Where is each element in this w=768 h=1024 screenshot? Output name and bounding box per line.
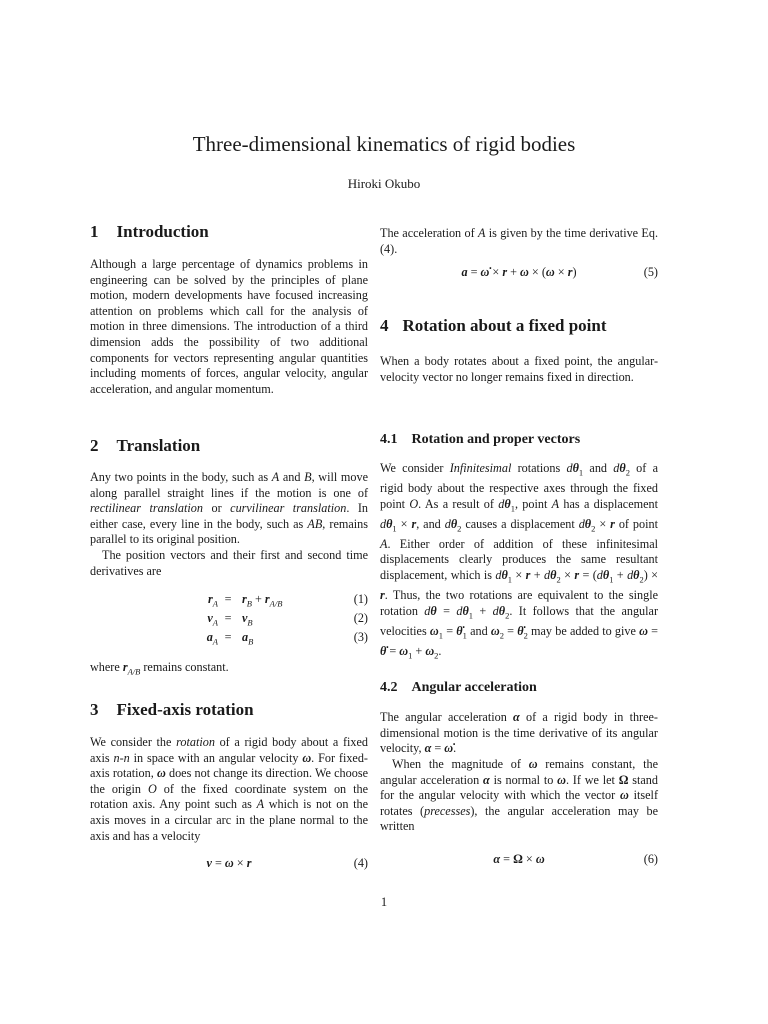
equation-number: (1) — [353, 592, 368, 606]
translation-paragraph-3: where $r_{A/B}$ remains constant. — [90, 660, 229, 677]
equation-number: (4) — [353, 856, 368, 870]
angular-acceleration-paragraph-2: When the magnitude of ω remains constant, the angular acceleration α is normal to ω. If we let Ω stand for the angular velocity with which the vector ω itself rotates (precesses), the angular acceleration may be written — [380, 757, 659, 834]
section-heading-introduction: 1 Introduction — [90, 222, 209, 241]
paper-author: Hiroki Okubo — [347, 176, 421, 191]
equation-2: $v_A$ = $v_B$ (2) — [207, 611, 368, 628]
angular-acceleration-paragraph-1: The angular acceleration α of a rigid body in three-dimensional motion is the time derivative of its angular velocity, α = ω̇. — [380, 710, 658, 756]
section-heading-translation: 2 Translation — [90, 436, 201, 455]
subsection-heading-proper-vectors: 4.1 Rotation and proper vectors — [380, 432, 581, 447]
equation-array-translation — [90, 592, 368, 649]
page-number: 1 — [380, 895, 388, 909]
equation-4: v = ω × r (4) — [206, 856, 368, 870]
equation-number: (2) — [353, 611, 368, 625]
section-heading-fixed-axis-rotation: 3 Fixed-axis rotation — [90, 700, 254, 719]
translation-paragraph-1: Any two points in the body, such as A and B, will move along parallel straight lines if the motion is one of rectilinear translation or curvilinear translation. In either case, every line in the body, such as AB, remains parallel to its original position. — [90, 470, 369, 547]
paper-title: Three-dimensional kinematics of rigid bodies — [192, 132, 576, 156]
introduction-paragraph: Although a large percentage of dynamics problems in engineering can be solved by the principles of plane motion, modern developments have focused increasing attention on problems which call for the analysis of motion in three dimensions. The introduction of a third dimension adds the possibility of two additional components for vectors representing angular quantities including moments of forces, angular velocity, angular acceleration, and angular momentum. — [90, 257, 368, 396]
equation-5: a = ω̇ × r + ω × (ω × r) (5) — [461, 265, 658, 279]
fixed-axis-paragraph: We consider the rotation of a rigid body about a fixed axis n-n in space with an angular velocity ω. For fixed-axis rotation, ω does not change its direction. We choose the origin O of the fixed coordinate system on the rotation axis. Any point such as A which is not on the axis moves in a circular arc in the plane normal to the axis and has a velocity — [90, 735, 368, 843]
equation-6: α = Ω × ω (6) — [493, 852, 658, 866]
translation-paragraph-2: The position vectors and their first and second time derivatives are — [90, 548, 368, 578]
equation-number: (5) — [643, 265, 658, 279]
proper-vectors-paragraph: We consider Infinitesimal rotations $d\theta_1$ and $d\theta_2$ of a rigid body about the respective axes through the fixed point O. As a result of $d\theta_1$, point A has a displacement $d\theta_1 \times r$, and $d\theta_2$ causes a displacement $d\theta_2 \times r$ of point A. Either order of addition of these infinitesimal displacements clearly produces the same resultant displacement, which is $d\theta_1 \times r + d\theta_2 \times r = (d\theta_1 + d\theta_2) \times r$. Thus, the two rotations are equivalent to the single rotation $d\theta = d\theta_1 + d\theta_2$. It follows that the angular velocities $\omega_1$ = $\thetȧ_1$ and $\omega_2$ = $\thetȧ_2$ may be added to give ω = θ̇ = $\omega_1 + \omega_2$. — [380, 461, 659, 660]
subsection-heading-angular-acceleration: 4.2 Angular acceleration — [380, 680, 537, 695]
equation-number: (6) — [643, 852, 658, 866]
acceleration-paragraph: The acceleration of A is given by the time derivative Eq. (4). — [380, 226, 658, 256]
equation-number: (3) — [353, 630, 368, 644]
equation-3: $a_A$ = $a_B$ (3) — [206, 630, 368, 647]
rotation-fixed-point-paragraph: When a body rotates about a fixed point, the angular-velocity vector no longer remains fixed in direction. — [380, 354, 658, 384]
equation-1: $r_A$ = $r_B + r_{A/B}$ (1) — [208, 592, 368, 609]
section-heading-rotation-fixed-point: 4 Rotation about a fixed point — [380, 316, 607, 335]
